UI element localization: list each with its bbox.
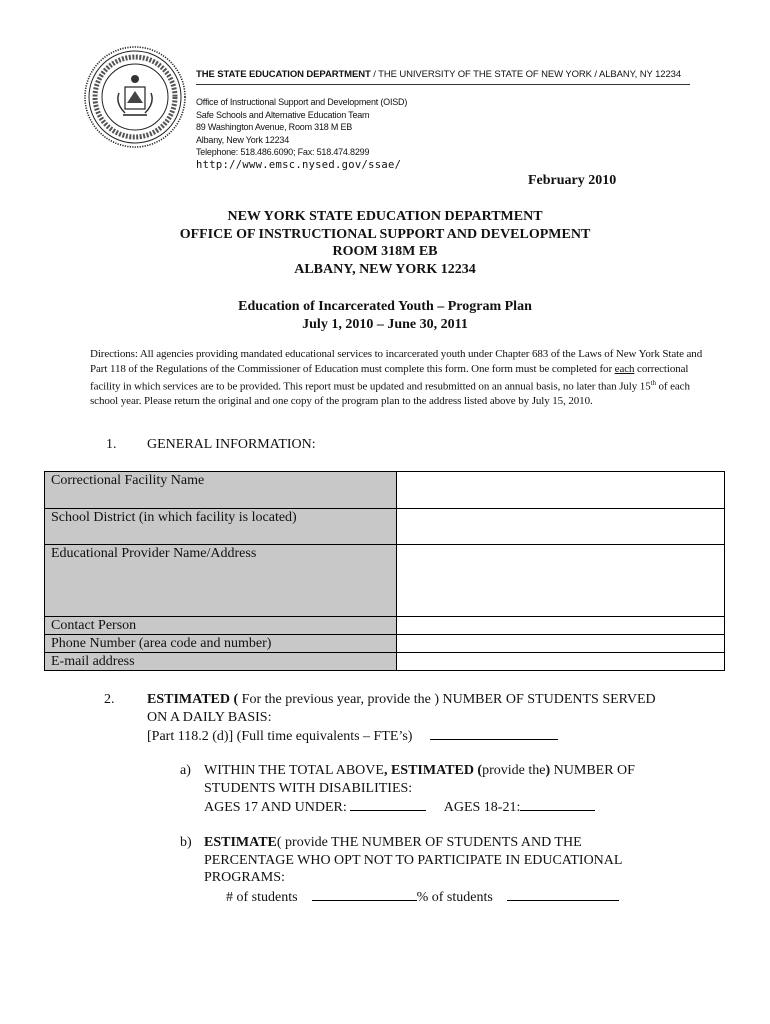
plan-period: July 1, 2010 – June 30, 2011: [302, 316, 468, 332]
email-field[interactable]: [397, 653, 725, 671]
row-label: School District (in which facility is located): [45, 509, 397, 545]
item-a-question: WITHIN THE TOTAL ABOVE, ESTIMATED (provide the) NUMBER OF STUDENTS WITH DISABILITIES: AGES 17 AND UNDER: AGES 18-21:: [204, 763, 635, 816]
department-line: ALBANY, NEW YORK 12234: [294, 261, 476, 277]
item-b-question: ESTIMATE( provide THE NUMBER OF STUDENTS AND THE PERCENTAGE WHO OPT NOT TO PARTICIPATE IN EDUCATIONAL PROGRAMS: # of students % of students: [204, 835, 623, 905]
letterhead-address: [196, 96, 407, 172]
section-2-number: 2.: [104, 692, 115, 707]
school-district-field[interactable]: [397, 509, 725, 545]
directions-paragraph: Directions: All agencies providing mandated educational services to incarcerated youth under Chapter 683 of the Laws of New York State and Part 118 of the Regulations of the Commissioner of Education must complete this form. One form must be completed for each correctional facility in which services are to be provided. This report must be updated and resubmitted on an annual basis, no later than July 15th of each school year. Please return the original and one copy of the program plan to the address listed above by July 15, 2010.: [90, 348, 703, 408]
letterhead-header: [196, 69, 690, 85]
row-label: Contact Person: [45, 617, 397, 635]
ages-18-21-blank[interactable]: [520, 797, 595, 811]
table-row: [45, 472, 725, 509]
contact-person-field[interactable]: [397, 617, 725, 635]
table-row: [45, 653, 725, 671]
item-b-label: b): [180, 835, 192, 850]
facility-name-field[interactable]: [397, 472, 725, 509]
department-line: ROOM 318M EB: [332, 244, 438, 259]
section-1-number: 1.: [106, 437, 117, 452]
table-row: [45, 545, 725, 617]
row-label: E-mail address: [45, 653, 397, 671]
table-row: [45, 635, 725, 653]
row-label: Phone Number (area code and number): [45, 635, 397, 653]
plan-title: Education of Incarcerated Youth – Program Plan: [238, 299, 532, 314]
section-1-title: GENERAL INFORMATION:: [147, 437, 316, 452]
letterhead-url[interactable]: http://www.emsc.nysed.gov/ssae/: [196, 158, 402, 171]
letterhead-org-rest: / THE UNIVERSITY OF THE STATE OF NEW YORK / ALBANY, NY 12234: [370, 69, 682, 80]
letterhead-line: Albany, New York 12234: [196, 134, 290, 145]
students-percent-blank[interactable]: [507, 887, 619, 901]
general-info-table: [44, 471, 725, 671]
nys-education-seal: [83, 45, 187, 149]
department-heading: [0, 208, 770, 278]
fte-blank[interactable]: [430, 726, 558, 740]
letterhead-line: Office of Instructional Support and Development (OISD): [196, 97, 408, 107]
students-count-blank[interactable]: [312, 887, 417, 901]
plan-heading: [0, 298, 770, 333]
table-row: [45, 509, 725, 545]
item-a-label: a): [180, 763, 191, 778]
department-line: NEW YORK STATE EDUCATION DEPARTMENT: [227, 209, 543, 224]
ages-17-under-blank[interactable]: [350, 797, 426, 811]
document-date: February 2010: [528, 173, 617, 188]
department-line: OFFICE OF INSTRUCTIONAL SUPPORT AND DEVELOPMENT: [179, 226, 591, 242]
row-label: Correctional Facility Name: [45, 472, 397, 509]
row-label: Educational Provider Name/Address: [45, 545, 397, 617]
letterhead-org: THE STATE EDUCATION DEPARTMENT: [196, 69, 371, 80]
table-row: [45, 617, 725, 635]
section-2-question: ESTIMATED ( For the previous year, provide the ) NUMBER OF STUDENTS SERVED ON A DAILY BASIS: [Part 118.2 (d)] (Full time equivalents – FTE’s): [147, 692, 656, 745]
phone-field[interactable]: [397, 635, 725, 653]
provider-field[interactable]: [397, 545, 725, 617]
emphasis-each: each: [614, 362, 635, 375]
letterhead-line: Safe Schools and Alternative Education Team: [196, 109, 370, 120]
letterhead-line: 89 Washington Avenue, Room 318 M EB: [196, 122, 353, 133]
letterhead-line: Telephone: 518.486.6090; Fax: 518.474.8299: [196, 147, 370, 158]
